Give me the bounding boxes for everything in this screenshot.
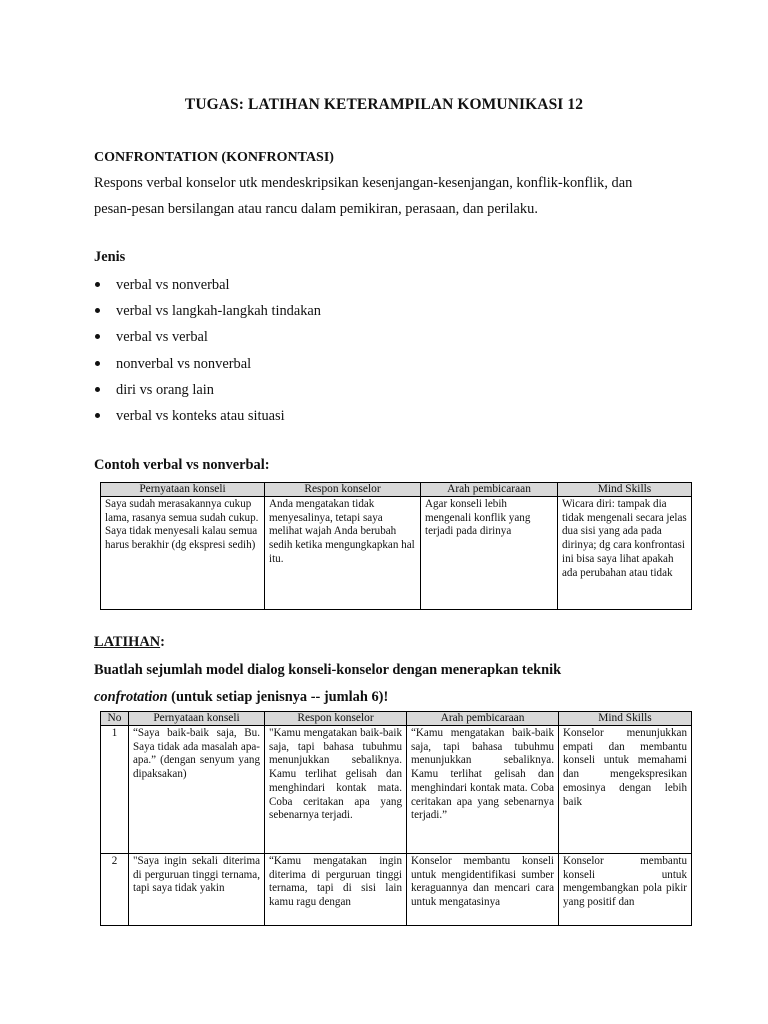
instruction-line-1: Buatlah sejumlah model dialog konseli-konselor dengan menerapkan teknik (94, 662, 562, 678)
list-item: verbal vs langkah-langkah tindakan (94, 300, 321, 326)
latihan-colon: : (160, 634, 165, 650)
page-title: TUGAS: LATIHAN KETERAMPILAN KOMUNIKASI 12 (184, 96, 584, 113)
column-header: Mind Skills (559, 712, 692, 726)
table-cell: “Kamu mengatakan ingin diterima di perguruan tinggi ternama, tapi di sisi lain kamu ragu dengan (265, 854, 407, 926)
bullet-icon (95, 361, 100, 366)
definition-line-1: Respons verbal konselor utk mendeskripsikan kesenjangan-kesenjangan, konflik-konflik, dan (94, 175, 633, 191)
row-number: 2 (101, 854, 129, 926)
column-header: No (101, 712, 129, 726)
table-cell: Konselor membantu konseli untuk mengidentifikasi sumber keraguannya dan mencari cara untuk mengatasinya (407, 854, 559, 926)
bullet-icon (95, 413, 100, 418)
column-header: Pernyataan konseli (101, 483, 265, 497)
instruction-italic: confrotation (94, 689, 168, 705)
column-header: Pernyataan konseli (129, 712, 265, 726)
table-cell: "Saya ingin sekali diterima di perguruan tinggi ternama, tapi saya tidak yakin (129, 854, 265, 926)
bullet-icon (95, 387, 100, 392)
table-row (101, 497, 692, 610)
bullet-icon (95, 308, 100, 313)
column-header: Arah pembicaraan (407, 712, 559, 726)
definition-line-2: pesan-pesan bersilangan atau rancu dalam pemikiran, perasaan, dan perilaku. (94, 201, 538, 217)
instruction-rest: (untuk setiap jenisnya -- jumlah 6)! (167, 689, 389, 705)
bullet-icon (95, 282, 100, 287)
list-item: diri vs orang lain (94, 379, 321, 405)
column-header: Arah pembicaraan (421, 483, 558, 497)
table-header-row (101, 712, 692, 726)
latihan-instruction (94, 657, 714, 711)
contoh-heading: Contoh verbal vs nonverbal: (94, 457, 270, 473)
table-cell: “Kamu mengatakan baik-baik saja, tapi bahasa tubuhmu menunjukkan sebaliknya. Kamu terlihat gelisah dan menghindari kontak mata. Coba ceritakan apa yang sebenarnya terjadi.” (407, 726, 559, 854)
list-item: nonverbal vs nonverbal (94, 353, 321, 379)
table-cell: Konselor membantu konseli untuk mengembangkan pola pikir yang positif dan (559, 854, 692, 926)
list-item: verbal vs konteks atau situasi (94, 405, 321, 431)
list-item: verbal vs nonverbal (94, 274, 321, 300)
table-cell: Agar konseli lebih mengenali konflik yang terjadi pada dirinya (421, 497, 558, 610)
latihan-label: LATIHAN (94, 634, 161, 650)
table-cell: Anda mengatakan tidak menyesalinya, tetapi saya melihat wajah Anda berubah sedih ketika mengungkapkan hal itu. (265, 497, 421, 610)
table-header-row (101, 483, 692, 497)
table-cell: “Saya baik-baik saja, Bu. Saya tidak ada masalah apa-apa.” (dengan senyum yang dipaksakan) (129, 726, 265, 854)
definition-paragraph (94, 170, 694, 222)
latihan-heading (94, 634, 165, 651)
bullet-icon (95, 334, 100, 339)
example-table (100, 482, 692, 610)
exercise-table (100, 711, 692, 926)
confrontation-heading: CONFRONTATION (KONFRONTASI) (94, 150, 334, 165)
table-cell: Konselor menunjukkan empati dan membantu konseli untuk memahami dan mengekspresikan emosinya dengan lebih baik (559, 726, 692, 854)
table-cell: Wicara diri: tampak dia tidak mengenali secara jelas dua sisi yang ada pada dirinya; dg cara konfrontasi ini bisa saya lihat apakah ada perubahan atau tidak (558, 497, 692, 610)
list-item: verbal vs verbal (94, 326, 321, 352)
table-cell: Saya sudah merasakannya cukup lama, rasanya semua sudah cukup. Saya tidak menyesali kalau semua harus berakhir (dg ekspresi sedih) (101, 497, 265, 610)
jenis-list (94, 274, 321, 431)
row-number: 1 (101, 726, 129, 854)
column-header: Respon konselor (265, 712, 407, 726)
table-row (101, 854, 692, 926)
table-cell: "Kamu mengatakan baik-baik saja, tapi bahasa tubuhmu menunjukkan sebaliknya. Kamu terlihat gelisah dan menghindari kontak mata. Coba ceritakan apa yang sebenarnya terjadi. (265, 726, 407, 854)
column-header: Respon konselor (265, 483, 421, 497)
instruction-line-2 (94, 684, 714, 711)
column-header: Mind Skills (558, 483, 692, 497)
jenis-heading: Jenis (94, 249, 126, 265)
table-row (101, 726, 692, 854)
